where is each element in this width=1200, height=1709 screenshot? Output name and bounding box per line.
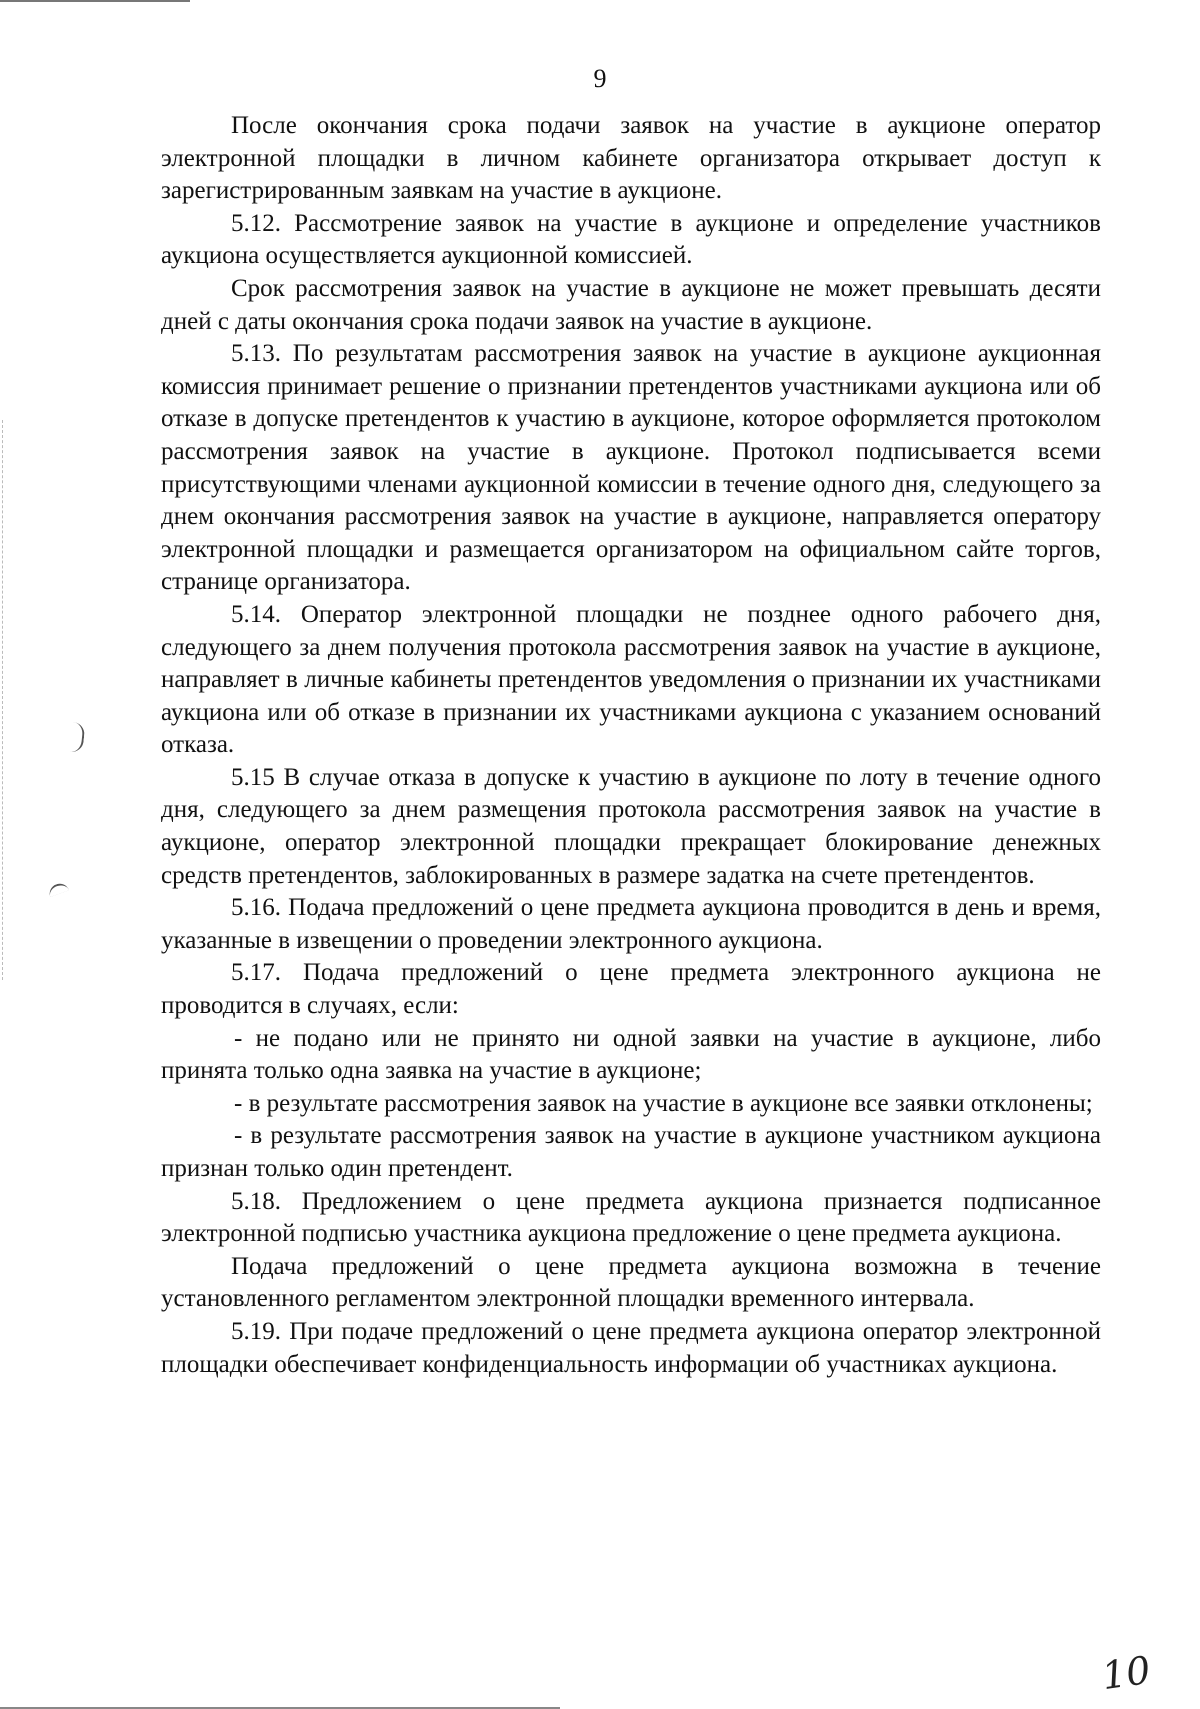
paragraph-5-14: 5.14. Оператор электронной площадки не позднее одного рабочего дня, следующего за днем получения протокола рассмотрения заявок на участие в аукционе, направляет в личные кабинеты претендентов уведомления о признании их участниками аукциона или об отказе в признании их участниками аукциона с указанием оснований отказа. (161, 600, 1101, 759)
stray-pen-mark (58, 721, 85, 753)
paragraph-5-12: 5.12. Рассмотрение заявок на участие в аукционе и определение участников аукциона осуществляется аукционной комиссией. (161, 209, 1101, 270)
stray-pen-mark (47, 881, 69, 897)
document-body (161, 110, 1101, 1381)
paragraph-5-13: 5.13. По результатам рассмотрения заявок на участие в аукционе аукционная комиссия принимает решение о признании претендентов участниками аукциона или об отказе в допуске претендентов к участию в аукционе, которое оформляется протоколом рассмотрения заявок на участие в аукционе. Протокол подписывается всеми присутствующими членами аукционной комиссии в течение одного дня, следующего за днем окончания рассмотрения заявок на участие в аукционе, направляется оператору электронной площадки и размещается организатором на официальном сайте торгов, странице организатора. (161, 340, 1101, 596)
page-number: 9 (593, 64, 607, 93)
list-item: - в результате рассмотрения заявок на участие в аукционе участником аукциона признан только один претендент. (161, 1122, 1101, 1182)
paragraph-5-16: 5.16. Подача предложений о цене предмета аукциона проводится в день и время, указанные в извещении о проведении электронного аукциона. (161, 894, 1101, 954)
paragraph-bidding-interval: Подача предложений о цене предмета аукциона возможна в течение установленного регламентом электронной площадки временного интервала. (161, 1252, 1101, 1313)
handwritten-page-number: 10 (1098, 1647, 1153, 1699)
scan-margin-marks (2, 420, 9, 980)
paragraph-access-applications: После окончания срока подачи заявок на участие в аукционе оператор электронной площадки в личном кабинете организатора открывает доступ к зарегистрированным заявкам на участие в аукционе. (161, 112, 1101, 205)
paragraph-5-18: 5.18. Предложением о цене предмета аукциона признается подписанное электронной подписью участника аукциона предложение о цене предмета аукциона. (161, 1187, 1101, 1248)
list-item: - не подано или не принято ни одной заявки на участие в аукционе, либо принята только одна заявка на участие в аукционе; (161, 1024, 1101, 1085)
list-item: - в результате рассмотрения заявок на участие в аукционе все заявки отклонены; (234, 1089, 1093, 1117)
paragraph-5-17: 5.17. Подача предложений о цене предмета электронного аукциона не проводится в случаях, если: (161, 959, 1101, 1020)
paragraph-5-15: 5.15 В случае отказа в допуске к участию в аукционе по лоту в течение одного дня, следующего за днем размещения протокола рассмотрения заявок на участие в аукционе, оператор электронной площадки прекращает блокирование денежных средств претендентов, заблокированных в размере задатка на счете претендентов. (161, 763, 1101, 889)
paragraph-review-term: Срок рассмотрения заявок на участие в аукционе не может превышать десяти дней с даты окончания срока подачи заявок на участие в аукционе. (161, 274, 1101, 335)
scan-top-edge (0, 0, 190, 2)
paragraph-5-19: 5.19. При подаче предложений о цене предмета аукциона оператор электронной площадки обеспечивает конфиденциальность информации об участниках аукциона. (161, 1317, 1101, 1378)
